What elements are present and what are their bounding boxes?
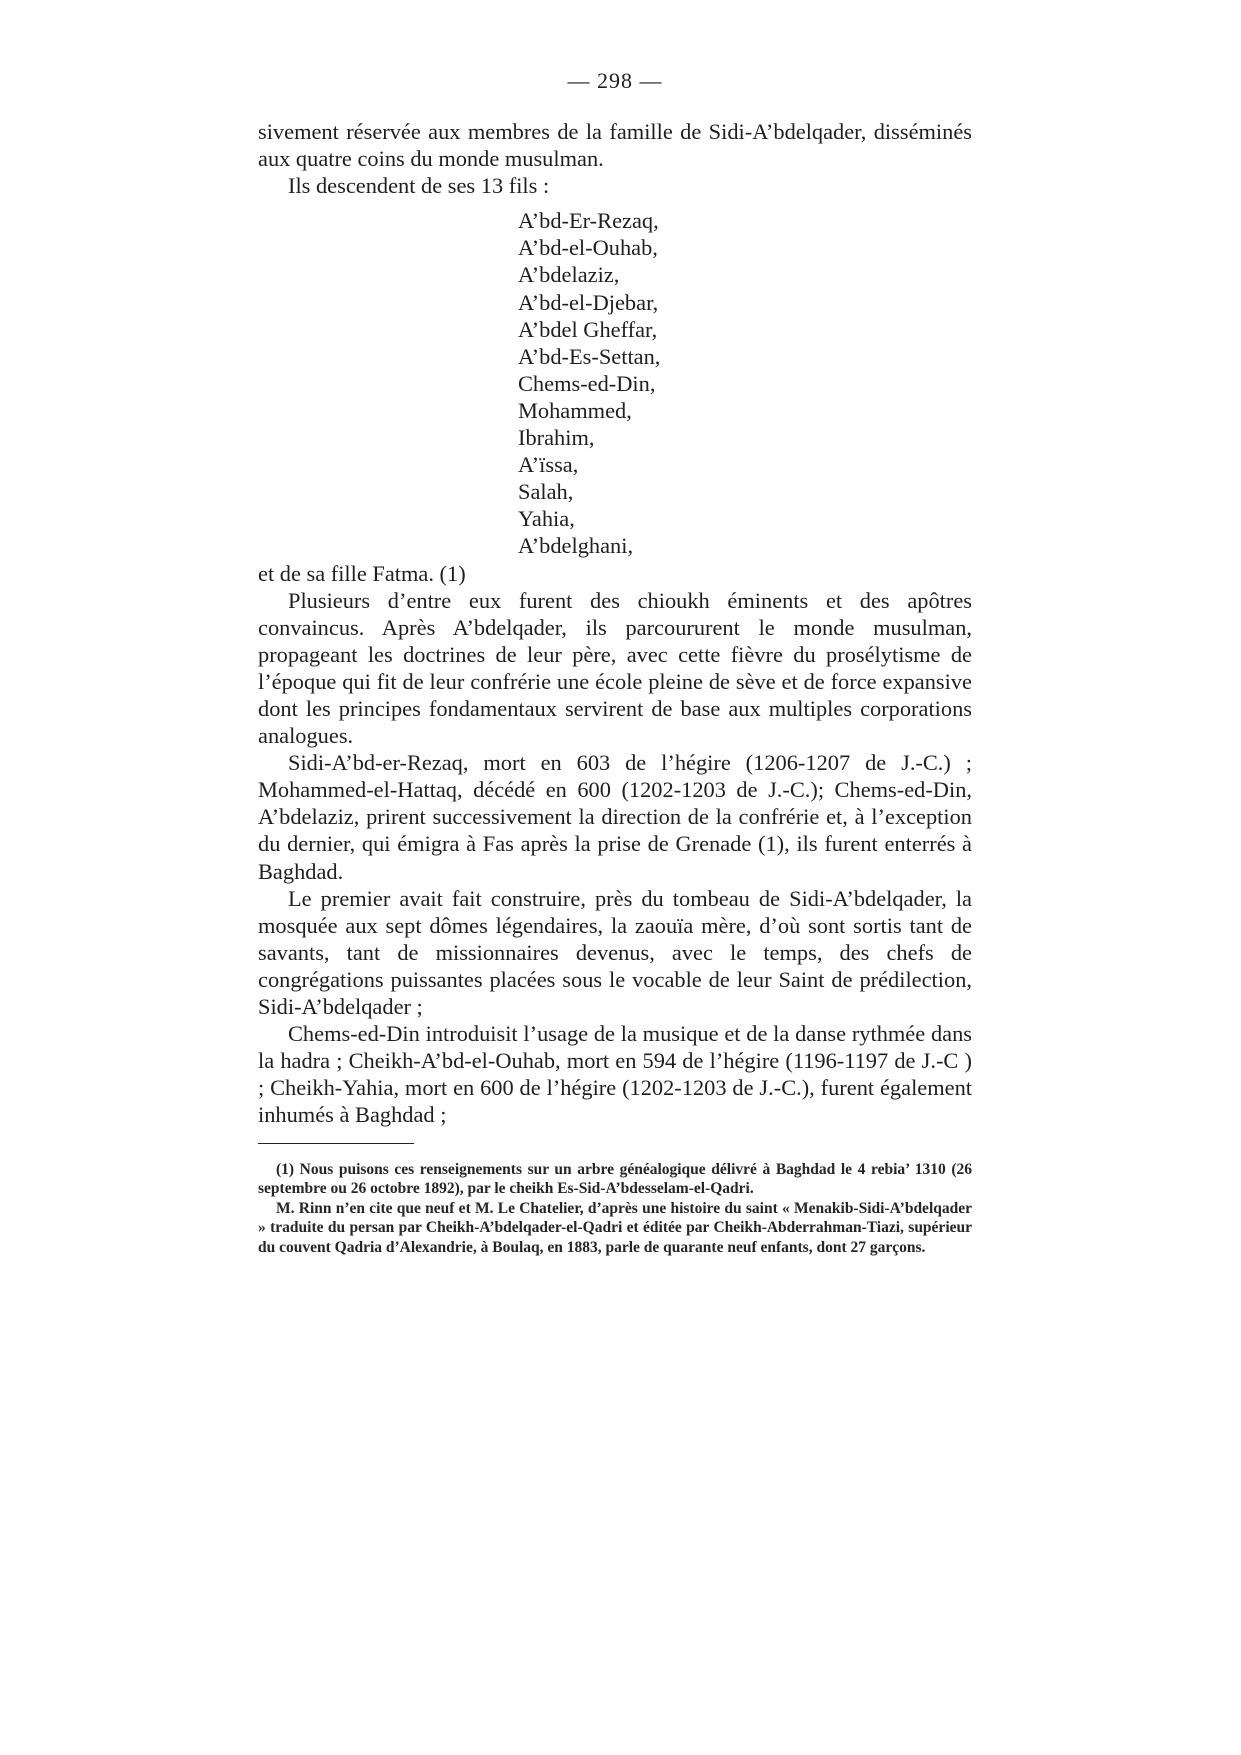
footnote: M. Rinn n’en cite que neuf et M. Le Chatelier, d’après une histoire du saint « Menakib-Sidi-A’bdelqader » traduite du persan par Cheikh-A’bdelqader-el-Qadri et éditée par Cheikh-Abderrahman-Tiazi, supérieur du couvent Qadria d’Alexandrie, à Boulaq, en 1883, parle de quarante neuf enfants, dont 27 garçons. <box>258 1199 972 1256</box>
page-number: — 298 — <box>567 68 663 93</box>
son-item: A’bdelaziz, <box>518 262 620 288</box>
son-item: A’bdel Gheffar, <box>518 316 658 342</box>
son-item: Chems-ed-Din, <box>518 370 656 396</box>
daughter-line: et de sa fille Fatma. (1) <box>258 560 466 586</box>
paragraph: Sidi-A’bd-er-Rezaq, mort en 603 de l’hégire (1206-1207 de J.-C.) ; Mohammed-el-Hattaq, décédé en 600 (1202-1203 de J.-C.); Chems-ed-Din, A’bdelaziz, prirent successivement la direction de la confrérie et, à l’exception du dernier, qui émigra à Fas après la prise de Grenade (1), ils furent enterrés à Baghdad. <box>258 750 972 884</box>
footnote: (1) Nous puisons ces renseignements sur un arbre généalogique délivré à Baghdad le 4 rebia’ 1310 (26 septembre ou 26 octobre 1892), par le cheikh Es-Sid-A’bdesselam-el-Qadri. <box>258 1161 972 1198</box>
intro-line-2: Ils descendent de ses 13 fils : <box>288 173 550 199</box>
son-item: Salah, <box>518 479 574 505</box>
son-item: Ibrahim, <box>518 425 595 451</box>
son-item: A’bd-el-Ouhab, <box>518 235 658 261</box>
paragraph: Plusieurs d’entre eux furent des chioukh éminents et des apôtres convaincus. Après A’bdelqader, ils parcoururent le monde musulman, propageant les doctrines de leur père, avec cette fièvre du prosélytisme de l’époque qui fit de leur confrérie une école pleine de sève et de force expansive dont les principes fondamentaux servirent de base aux multiples corporations analogues. <box>258 587 972 749</box>
main-text <box>258 118 972 1128</box>
son-item: A’bd-el-Djebar, <box>518 289 659 315</box>
paragraph: Chems-ed-Din introduisit l’usage de la musique et de la danse rythmée dans la hadra ; Cheikh-A’bd-el-Ouhab, mort en 594 de l’hégire (1196-1197 de J.-C ) ; Cheikh-Yahia, mort en 600 de l’hégire (1202-1203 de J.-C.), furent également inhumés à Baghdad ; <box>258 1021 972 1128</box>
document-page <box>258 0 972 1755</box>
son-item: Mohammed, <box>518 397 632 423</box>
son-item: A’ïssa, <box>518 452 579 478</box>
son-item: A’bd-Es-Settan, <box>518 343 661 369</box>
paragraph: Le premier avait fait construire, près du tombeau de Sidi-A’bdelqader, la mosquée aux sept dômes légendaires, la zaouïa mère, d’où sont sortis tant de savants, tant de missionnaires devenus, avec le temps, des chefs de congrégations puissantes placées sous le vocable de leur Saint de prédilection, Sidi-A’bdelqader ; <box>258 885 972 1019</box>
sons-list <box>258 207 972 559</box>
son-item: A’bdelghani, <box>518 533 634 559</box>
footnote-separator <box>258 1143 414 1144</box>
son-item: Yahia, <box>518 506 575 532</box>
son-item: A’bd-Er-Rezaq, <box>518 208 659 234</box>
intro-line-1: sivement réservée aux membres de la famille de Sidi-A’bdelqader, disséminés aux quatre coins du monde musulman. <box>258 119 972 172</box>
footnotes <box>258 1160 972 1257</box>
